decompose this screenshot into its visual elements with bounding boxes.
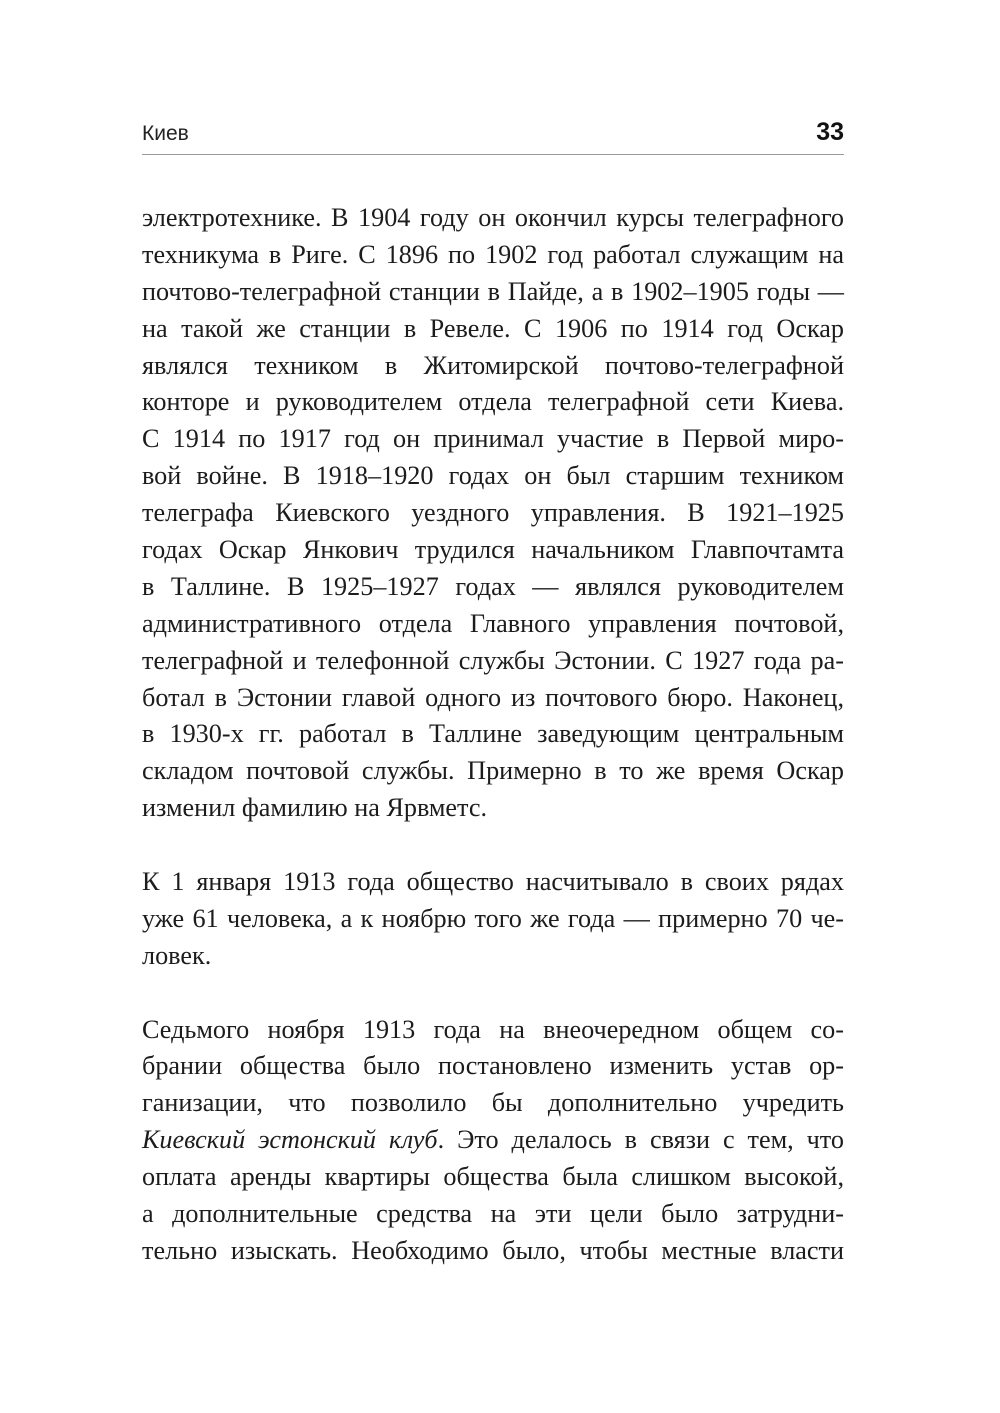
text-line: Седьмого ноября 1913 года на внеочередном общем со- (142, 1014, 844, 1044)
paragraph-3 (142, 1012, 844, 1270)
paragraph-2 (142, 864, 844, 975)
running-title: Киев (142, 122, 189, 145)
text-line: электротехнике. В 1904 году он окончил курсы телеграфного (142, 203, 844, 232)
text-line: вой войне. В 1918–1920 годах он был старшим техником (142, 461, 844, 491)
text-line: в Таллине. В 1925–1927 годах — являлся руководителем (142, 571, 844, 601)
text-line-with-italic (142, 1122, 844, 1159)
body-text (142, 200, 844, 1270)
text-line: ботал в Эстонии главой одного из почтового бюро. Наконец, (142, 682, 844, 712)
text-line: административного отдела Главного управления почтовой, (142, 608, 844, 638)
text-line: ловек. (142, 940, 212, 970)
text-line: телеграфной и телефонной службы Эстонии. С 1927 года ра- (142, 645, 844, 675)
text-line: а дополнительные средства на эти цели было затрудни- (142, 1199, 844, 1229)
text-line: тельно изыскать. Необходимо было, чтобы местные власти (142, 1235, 844, 1265)
text-line: в 1930-х гг. работал в Таллине заведующим центральным (142, 719, 844, 749)
running-header (142, 118, 844, 155)
text-line: С 1914 по 1917 год он принимал участие в Первой миро- (142, 424, 844, 454)
text-line: техникума в Риге. С 1896 по 1902 год работал служащим на (142, 239, 844, 269)
italic-club-name: Киевский эстонский клуб (142, 1125, 438, 1155)
paragraph-gap (142, 975, 844, 1012)
text-line: на такой же станции в Ревеле. С 1906 по 1914 год Оскар (142, 313, 844, 343)
text-line: конторе и руководителем отдела телеграфной сети Киева. (142, 387, 844, 417)
text-fragment: . Это делалось в связи с тем, что (437, 1125, 844, 1155)
text-line: брании общества было постановлено изменить устав ор- (142, 1051, 844, 1081)
text-line: складом почтовой службы. Примерно в то же время Оскар (142, 756, 844, 786)
text-line: изменил фамилию на Ярвметс. (142, 793, 487, 823)
paragraph-1 (142, 200, 844, 827)
text-line: ганизации, что позволило бы дополнительно учредить (142, 1088, 844, 1118)
text-line: являлся техником в Житомирской почтово-телеграфной (142, 350, 844, 380)
text-line: телеграфа Киевского уездного управления. В 1921–1925 (142, 498, 844, 528)
text-line: годах Оскар Янкович трудился начальником Главпочтамта (142, 535, 844, 565)
page-number: 33 (816, 118, 844, 146)
text-line: почтово-телеграфной станции в Пайде, а в 1902–1905 годы — (142, 276, 844, 306)
text-line: оплата аренды квартиры общества была слишком высокой, (142, 1162, 844, 1192)
text-line: К 1 января 1913 года общество насчитывало в своих рядах (142, 867, 844, 897)
paragraph-gap (142, 827, 844, 864)
text-line: уже 61 человека, а к ноябрю того же года — примерно 70 че- (142, 903, 844, 933)
